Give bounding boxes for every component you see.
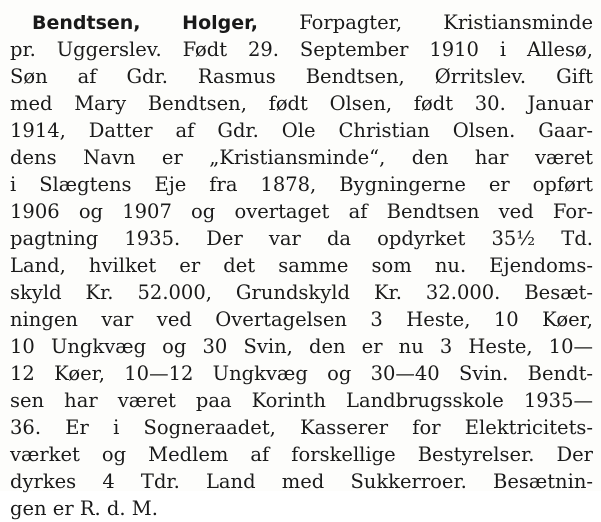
entry-line-1 — [10, 9, 593, 36]
entry-line: pr. Uggerslev. Født 29. September 1910 i Allesø, — [10, 38, 593, 61]
entry-line: værket og Medlem af forskellige Bestyrelser. Der — [10, 443, 593, 466]
entry-line: gen er R. d. M. — [10, 497, 158, 520]
entry-line: i Slægtens Eje fra 1878, Bygningerne er opført — [10, 173, 593, 196]
entry-line: ningen var ved Overtagelsen 3 Heste, 10 Køer, — [10, 308, 593, 331]
entry-line: pagtning 1935. Der var da opdyrket 35½ Td. — [10, 227, 593, 250]
entry-line: med Mary Bendtsen, født Olsen, født 30. Januar — [10, 92, 593, 115]
entry-line: 1906 og 1907 og overtaget af Bendtsen ved For- — [10, 200, 593, 223]
entry-line: Søn af Gdr. Rasmus Bendtsen, Ørritslev. Gift — [10, 65, 593, 88]
biography-entry — [10, 9, 593, 522]
entry-name: Bendtsen, Holger, — [32, 12, 258, 34]
entry-line: 12 Køer, 10—12 Ungkvæg og 30—40 Svin. Bendt- — [10, 362, 593, 385]
entry-line: dyrkes 4 Tdr. Land med Sukkerroer. Besætnin- — [10, 470, 593, 493]
entry-occupation-location: Forpagter, Kristiansminde — [299, 11, 594, 34]
entry-line: 1914, Datter af Gdr. Ole Christian Olsen. Gaar- — [10, 119, 593, 142]
entry-line: Land, hvilket er det samme som nu. Ejendoms- — [10, 254, 593, 277]
entry-line: 36. Er i Sogneraadet, Kasserer for Elektricitets- — [10, 416, 593, 439]
entry-line: skyld Kr. 52.000, Grundskyld Kr. 32.000. Besæt- — [10, 281, 593, 304]
entry-line: 10 Ungkvæg og 30 Svin, den er nu 3 Heste, 10— — [10, 335, 593, 358]
entry-line: dens Navn er „Kristiansminde“, den har været — [10, 146, 593, 169]
entry-line: sen har været paa Korinth Landbrugsskole 1935— — [10, 389, 593, 412]
